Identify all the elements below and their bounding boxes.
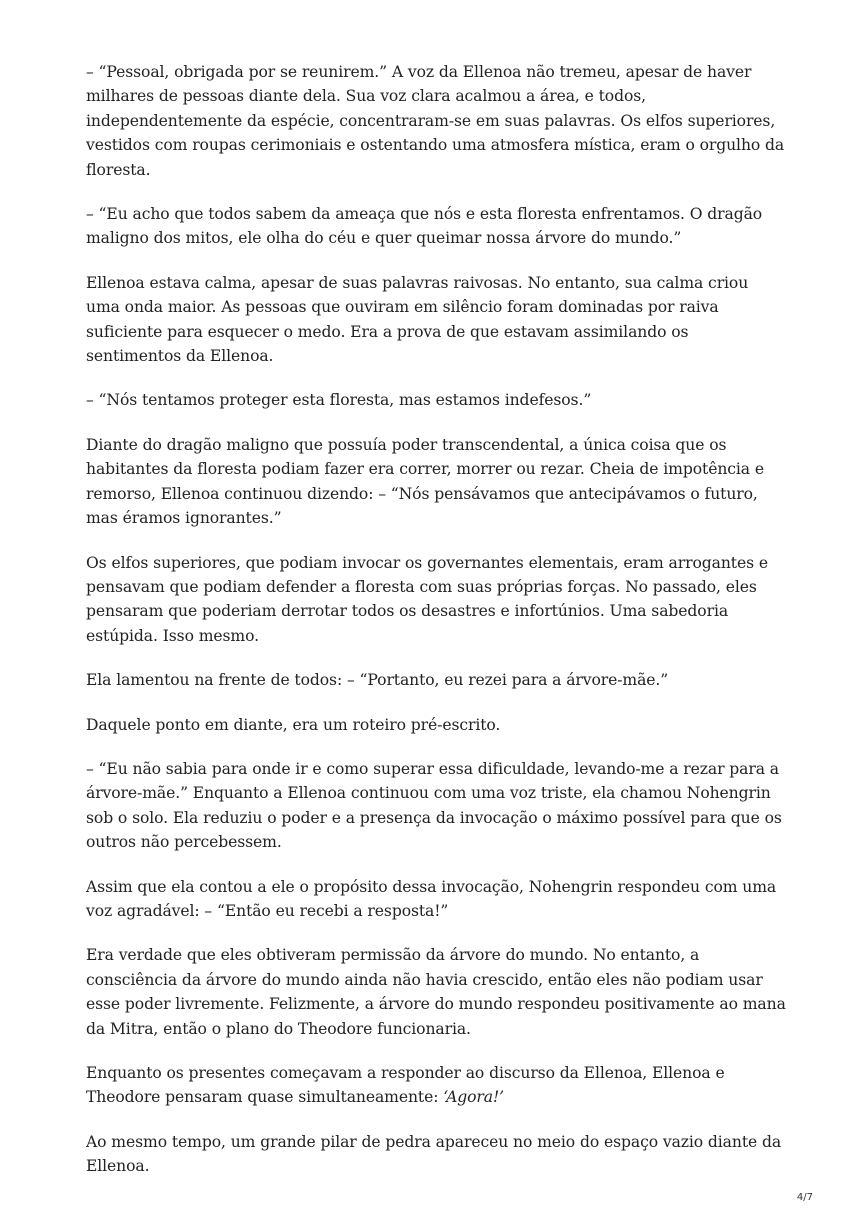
emphasis-text: ‘Agora!’ xyxy=(443,1088,504,1107)
paragraph: – “Nós tentamos proteger esta floresta, mas estamos indefesos.” xyxy=(86,391,592,410)
paragraph: Os elfos superiores, que podiam invocar os governantes elementais, eram arrogantes e pensavam que podiam defender a floresta com suas próprias forças. No passado, eles pensaram que poderiam derrotar todos os desastres e infortúnios. Uma sabedoria estúpida. Isso mesmo. xyxy=(86,553,768,645)
page-number: 4/7 xyxy=(796,1192,813,1203)
paragraph: Diante do dragão maligno que possuía poder transcendental, a única coisa que os habitantes da floresta podiam fazer era correr, morrer ou rezar. Cheia de impotência e remorso, Ellenoa continuou dizendo: – “Nós pensávamos que antecipávamos o futuro, mas éramos ignorantes.” xyxy=(86,435,764,528)
paragraph: Daquele ponto em diante, era um roteiro pré-escrito. xyxy=(86,715,501,734)
paragraph: – “Eu não sabia para onde ir e como superar essa dificuldade, levando-me a rezar para a árvore-mãe.” Enquanto a Ellenoa continuou com uma voz triste, ela chamou Nohengrin sob o solo. Ela reduziu o poder e a presença da invocação o máximo possível para que os outros não percebessem. xyxy=(86,759,782,852)
paragraph-text: Enquanto os presentes começavam a responder ao discurso da Ellenoa, Ellenoa e Theodore pensaram quase simultaneamente: xyxy=(86,1064,725,1107)
document-body xyxy=(86,60,786,1199)
paragraph: – “Eu acho que todos sabem da ameaça que nós e esta floresta enfrentamos. O dragão maligno dos mitos, ele olha do céu e quer queimar nossa árvore do mundo.” xyxy=(86,205,763,248)
paragraph: Ellenoa estava calma, apesar de suas palavras raivosas. No entanto, sua calma criou uma onda maior. As pessoas que ouviram em silêncio foram dominadas por raiva suficiente para esquecer o medo. Era a prova de que estavam assimilando os sentimentos da Ellenoa. xyxy=(86,273,749,366)
paragraph: – “Pessoal, obrigada por se reunirem.” A voz da Ellenoa não tremeu, apesar de haver milhares de pessoas diante dela. Sua voz clara acalmou a área, e todos, independentemente da espécie, concentraram-se em suas palavras. Os elfos superiores, vestidos com roupas cerimoniais e ostentando uma atmosfera mística, eram o orgulho da floresta. xyxy=(86,63,785,179)
paragraph: Assim que ela contou a ele o propósito dessa invocação, Nohengrin respondeu com uma voz agradável: – “Então eu recebi a resposta!” xyxy=(86,877,777,920)
paragraph: Ao mesmo tempo, um grande pilar de pedra apareceu no meio do espaço vazio diante da Ellenoa. xyxy=(86,1132,782,1176)
paragraph: Era verdade que eles obtiveram permissão da árvore do mundo. No entanto, a consciência da árvore do mundo ainda não havia crescido, então eles não podiam usar esse poder livremente. Felizmente, a árvore do mundo respondeu positivamente ao mana da Mitra, então o plano do Theodore funcionaria. xyxy=(86,946,786,1038)
paragraph: Ela lamentou na frente de todos: – “Portanto, eu rezei para a árvore-mãe.” xyxy=(86,671,669,690)
paragraph xyxy=(86,1061,786,1110)
